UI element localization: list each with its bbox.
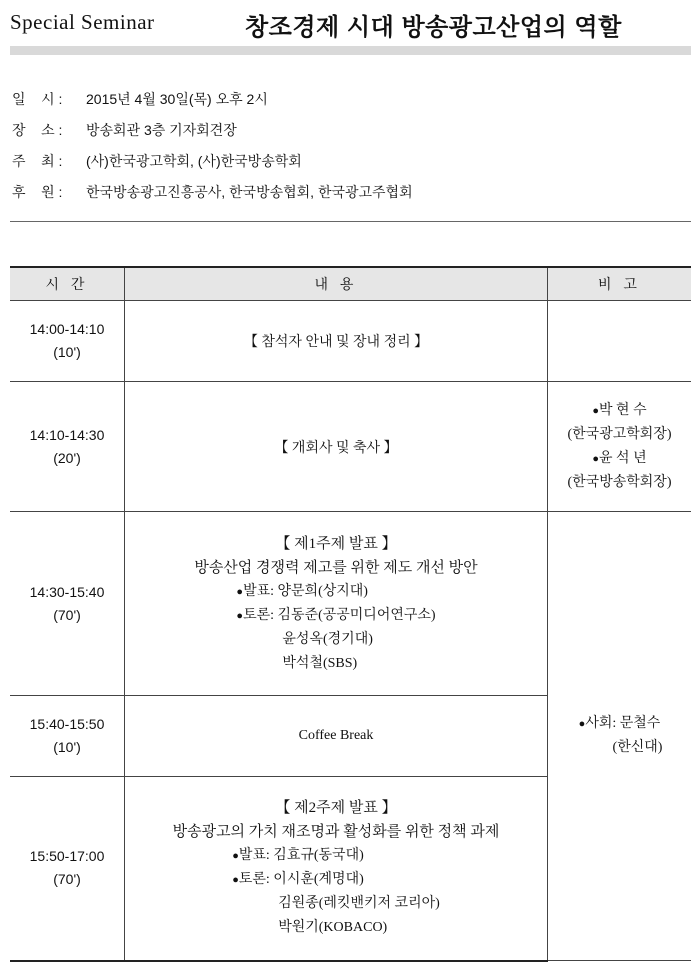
note-cell [548, 301, 692, 382]
speaker-name: 윤 석 년 [599, 450, 647, 466]
time-duration: (10') [53, 739, 81, 755]
time-duration: (70') [53, 871, 81, 888]
header-label: Special Seminar [10, 10, 155, 34]
session-title: Coffee Break [298, 728, 374, 743]
discussant-extra: 박석철(SBS) [282, 655, 358, 671]
bullet-icon: ● [592, 404, 600, 417]
schedule-table [10, 266, 691, 962]
table-header-row [10, 267, 691, 301]
bullet-icon: ● [236, 585, 244, 598]
time-cell [10, 777, 125, 961]
info-value: 2015년 4월 30일(목) 오후 2시 [86, 91, 268, 107]
moderator: 사회: 문철수 [585, 716, 661, 731]
content-cell [125, 512, 548, 696]
discussant-extra: 박원기(KOBACO) [278, 920, 388, 936]
time-range: 14:10-14:30 [29, 426, 105, 443]
bullet-icon: ● [578, 718, 586, 730]
bullet-icon: ● [232, 874, 239, 887]
time-duration: (70') [53, 606, 81, 623]
topic-subtitle: 방송광고의 가치 재조명과 활성화를 위한 정책 과제 [172, 824, 500, 841]
column-header-time: 시 간 [10, 267, 125, 301]
topic-heading: 【 제1주제 발표 】 [275, 535, 397, 552]
bullet-icon: ● [236, 609, 244, 622]
info-row-sponsor [12, 182, 413, 202]
time-cell [10, 382, 125, 512]
page-title: 창조경제 시대 방송광고산업의 역할 [245, 14, 622, 41]
time-duration: (10') [53, 344, 81, 360]
info-label: 주 최 : [12, 153, 63, 169]
info-value: (사)한국광고학회, (사)한국방송학회 [86, 153, 302, 169]
time-cell [10, 301, 125, 382]
discussant-extra: 윤성옥(경기대) [282, 631, 373, 647]
presenter: 발표: 양문희(상지대) [243, 583, 368, 599]
discussant: 토론: 김동준(공공미디어연구소) [243, 607, 436, 623]
table-row [10, 512, 691, 696]
time-cell [10, 512, 125, 696]
speaker-role: (한국방송학회장) [567, 474, 672, 490]
speaker-role: (한국광고학회장) [567, 426, 672, 442]
info-value: 방송회관 3층 기자회견장 [86, 122, 237, 138]
discussant-extra: 김원종(레킷밴키저 코리아) [278, 896, 440, 912]
discussant: 토론: 이시훈(계명대) [238, 872, 364, 888]
info-divider [10, 221, 691, 222]
topic-subtitle: 방송산업 경쟁력 제고를 위한 제도 개선 방안 [194, 559, 478, 576]
note-cell [548, 382, 692, 512]
table-row [10, 382, 691, 512]
session-title: 【 개회사 및 축사 】 [274, 440, 398, 456]
info-value: 한국방송광고진흥공사, 한국방송협회, 한국광고주협회 [86, 184, 413, 200]
time-range: 14:00-14:10 [29, 321, 105, 337]
column-header-note: 비 고 [548, 267, 692, 301]
time-cell [10, 696, 125, 777]
content-cell [125, 301, 548, 382]
time-range: 14:30-15:40 [29, 583, 105, 600]
presenter: 발표: 김효규(동국대) [238, 848, 364, 864]
info-row-host [12, 151, 302, 171]
time-range: 15:50-17:00 [29, 848, 105, 865]
content-cell [125, 777, 548, 961]
moderator-affiliation: (한신대) [612, 740, 663, 755]
info-label: 일 시 : [12, 91, 63, 107]
content-cell [125, 382, 548, 512]
header-divider [10, 46, 691, 55]
info-label: 후 원 : [12, 184, 63, 200]
info-row-venue [12, 120, 237, 140]
bullet-icon: ● [592, 452, 600, 465]
topic-heading: 【 제2주제 발표 】 [275, 800, 397, 817]
content-cell [125, 696, 548, 777]
time-range: 15:40-15:50 [29, 716, 105, 732]
note-cell-moderator [548, 512, 692, 961]
speaker-name: 박 현 수 [599, 402, 647, 418]
table-row [10, 301, 691, 382]
info-row-datetime [12, 89, 268, 109]
session-title: 【 참석자 안내 및 장내 정리 】 [243, 335, 429, 350]
bullet-icon: ● [232, 850, 239, 863]
time-duration: (20') [53, 449, 81, 466]
column-header-content: 내 용 [125, 267, 548, 301]
info-label: 장 소 : [12, 122, 63, 138]
